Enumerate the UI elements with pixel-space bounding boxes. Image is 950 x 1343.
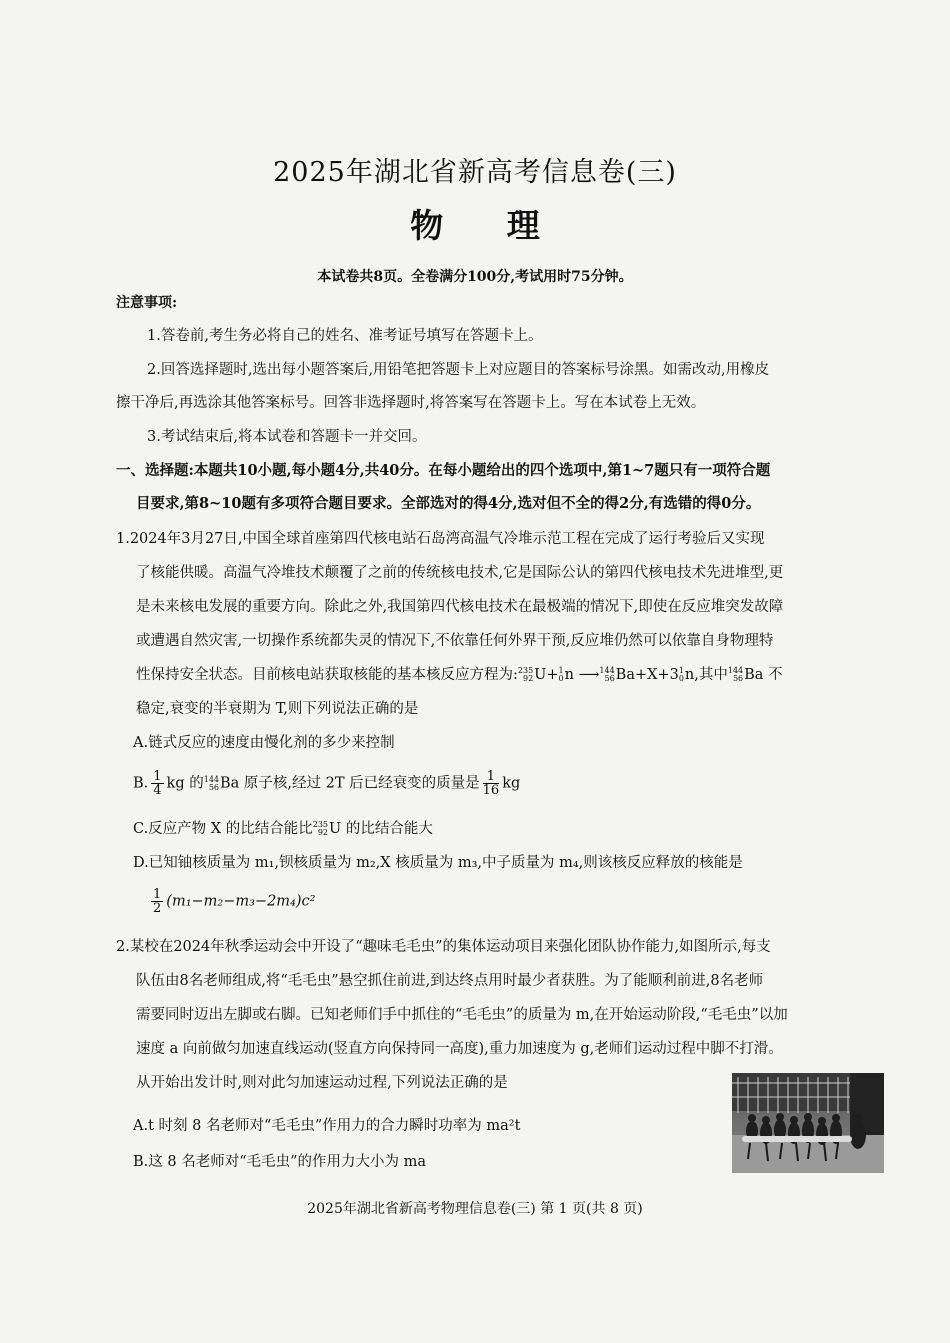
subject-title: 物 理 bbox=[410, 206, 566, 245]
section1-line1: 一、选择题:本题共10小题,每小题4分,共40分。在每小题给出的四个选项中,第1~7题只有一项符合题 bbox=[116, 462, 771, 479]
notice-item-1: 1.答卷前,考生务必将自己的姓名、准考证号填写在答题卡上。 bbox=[147, 328, 543, 344]
q2-line-1: 2.某校在2024年秋季运动会中开设了“趣味毛毛虫”的集体运动项目来强化团队协作能力,如图所示,每支 bbox=[116, 939, 771, 955]
q1-option-d: D.已知铀核质量为 m₁,钡核质量为 m₂,X 核质量为 m₃,中子质量为 m₄,则该核反应释放的核能是 bbox=[133, 855, 743, 871]
nuclide-u235-2: 235 92 bbox=[312, 820, 329, 837]
q2-line-3: 需要同时迈出左脚或右脚。已知老师们手中抓住的“毛毛虫”的质量为 m,在开始运动阶段,“毛毛虫”以加 bbox=[136, 1007, 788, 1023]
q1-line-6: 稳定,衰变的半衰期为 T,则下列说法正确的是 bbox=[136, 701, 419, 717]
q1-option-c: C.反应产物 X 的比结合能比 235 92 U 的比结合能大 bbox=[133, 820, 433, 837]
q1-option-d-expr: $\frac{1}{2}$ (m₁−m₂−m₃−2m₄)c² bbox=[153, 887, 316, 916]
q2-line-4: 速度 a 向前做匀加速直线运动(竖直方向保持同一高度),重力加速度为 g,老师们运动过程中脚不打滑。 bbox=[136, 1041, 783, 1057]
fraction-half: $\frac{1}{2}$ bbox=[153, 887, 162, 916]
q1-line-5 bbox=[136, 665, 783, 685]
q1-line-5-arrow: n ⟶ bbox=[564, 667, 600, 683]
fraction-sixteenth: $\frac{1}{16}$ bbox=[482, 769, 500, 798]
section1-line2: 目要求,第8~10题有多项符合题目要求。全部选对的得4分,选对但不全的得2分,有选错的得0分。 bbox=[136, 495, 761, 512]
q1-line-5-ba: Ba+X+3 bbox=[615, 667, 679, 683]
exam-intro: 本试卷共8页。全卷满分100分,考试用时75分钟。 bbox=[317, 269, 633, 285]
q1-line-5-mid: U+ bbox=[534, 667, 559, 683]
q1-line-4: 或遭遇自然灾害,一切操作系统都失灵的情况下,不依靠任何外界干预,反应堆仍然可以依靠自身物理特 bbox=[136, 633, 774, 649]
q1-line-1: 1.2024年3月27日,中国全球首座第四代核电站石岛湾高温气冷堆示范工程在完成了运行考验后又实现 bbox=[116, 531, 765, 547]
nuclide-u235: 235 92 bbox=[517, 666, 534, 683]
q2-line-5: 从开始出发计时,则对此匀加速运动过程,下列说法正确的是 bbox=[136, 1075, 508, 1091]
nuclide-neutron-2: 1 0 bbox=[678, 666, 684, 683]
q1-line-5-start: 性保持安全状态。目前核电站获取核能的基本核反应方程为: bbox=[136, 667, 518, 683]
nuclide-ba144-3: 144 56 bbox=[203, 774, 220, 792]
page-footer: 2025年湖北省新高考物理信息卷(三) 第 1 页(共 8 页) bbox=[307, 1201, 643, 1217]
exam-title: 2025年湖北省新高考信息卷(三) bbox=[273, 157, 677, 188]
notice-item-2-cont: 擦干净后,再选涂其他答案标号。回答非选择题时,将答案写在答题卡上。写在本试卷上无效。 bbox=[116, 395, 706, 411]
notice-item-3: 3.考试结束后,将本试卷和答题卡一并交回。 bbox=[147, 429, 427, 445]
q1-line-5-end: Ba 不 bbox=[744, 667, 783, 683]
q1-option-b: B. $\frac{1}{4}$ kg 的 144 56 Ba 原子核,经过 2T 后已经衰变的质量是 $\frac{1}{16}$ kg bbox=[133, 769, 521, 798]
q1-option-a: A.链式反应的速度由慢化剂的多少来控制 bbox=[133, 735, 395, 751]
q2-option-b: B.这 8 名老师对“毛毛虫”的作用力大小为 ma bbox=[133, 1154, 427, 1170]
q1-line-3: 是未来核电发展的重要方向。除此之外,我国第四代核电技术在最极端的情况下,即使在反应堆突发故障 bbox=[136, 599, 784, 615]
fraction-quarter: $\frac{1}{4}$ bbox=[153, 769, 162, 798]
nuclide-neutron: 1 0 bbox=[558, 666, 564, 683]
q2-line-2: 队伍由8名老师组成,将“毛毛虫”悬空抓住前进,到达终点用时最少者获胜。为了能顺利前进,8名老师 bbox=[136, 973, 764, 989]
notice-heading: 注意事项: bbox=[116, 295, 178, 311]
nuclide-ba144: 144 56 bbox=[599, 666, 615, 683]
nuclide-ba144-2: 144 56 bbox=[727, 666, 744, 683]
q1-line-2: 了核能供暖。高温气冷堆技术颠覆了之前的传统核电技术,它是国际公认的第四代核电技术先进堆型,更 bbox=[136, 565, 784, 581]
q1-line-5-n2: n,其中 bbox=[684, 667, 728, 683]
caterpillar-photo bbox=[732, 1073, 884, 1173]
q2-option-a: A.t 时刻 8 名老师对“毛毛虫”作用力的合力瞬时功率为 ma²t bbox=[133, 1118, 521, 1134]
notice-item-2: 2.回答选择题时,选出每小题答案后,用铅笔把答题卡上对应题目的答案标号涂黑。如需改动,用橡皮 bbox=[147, 362, 770, 378]
